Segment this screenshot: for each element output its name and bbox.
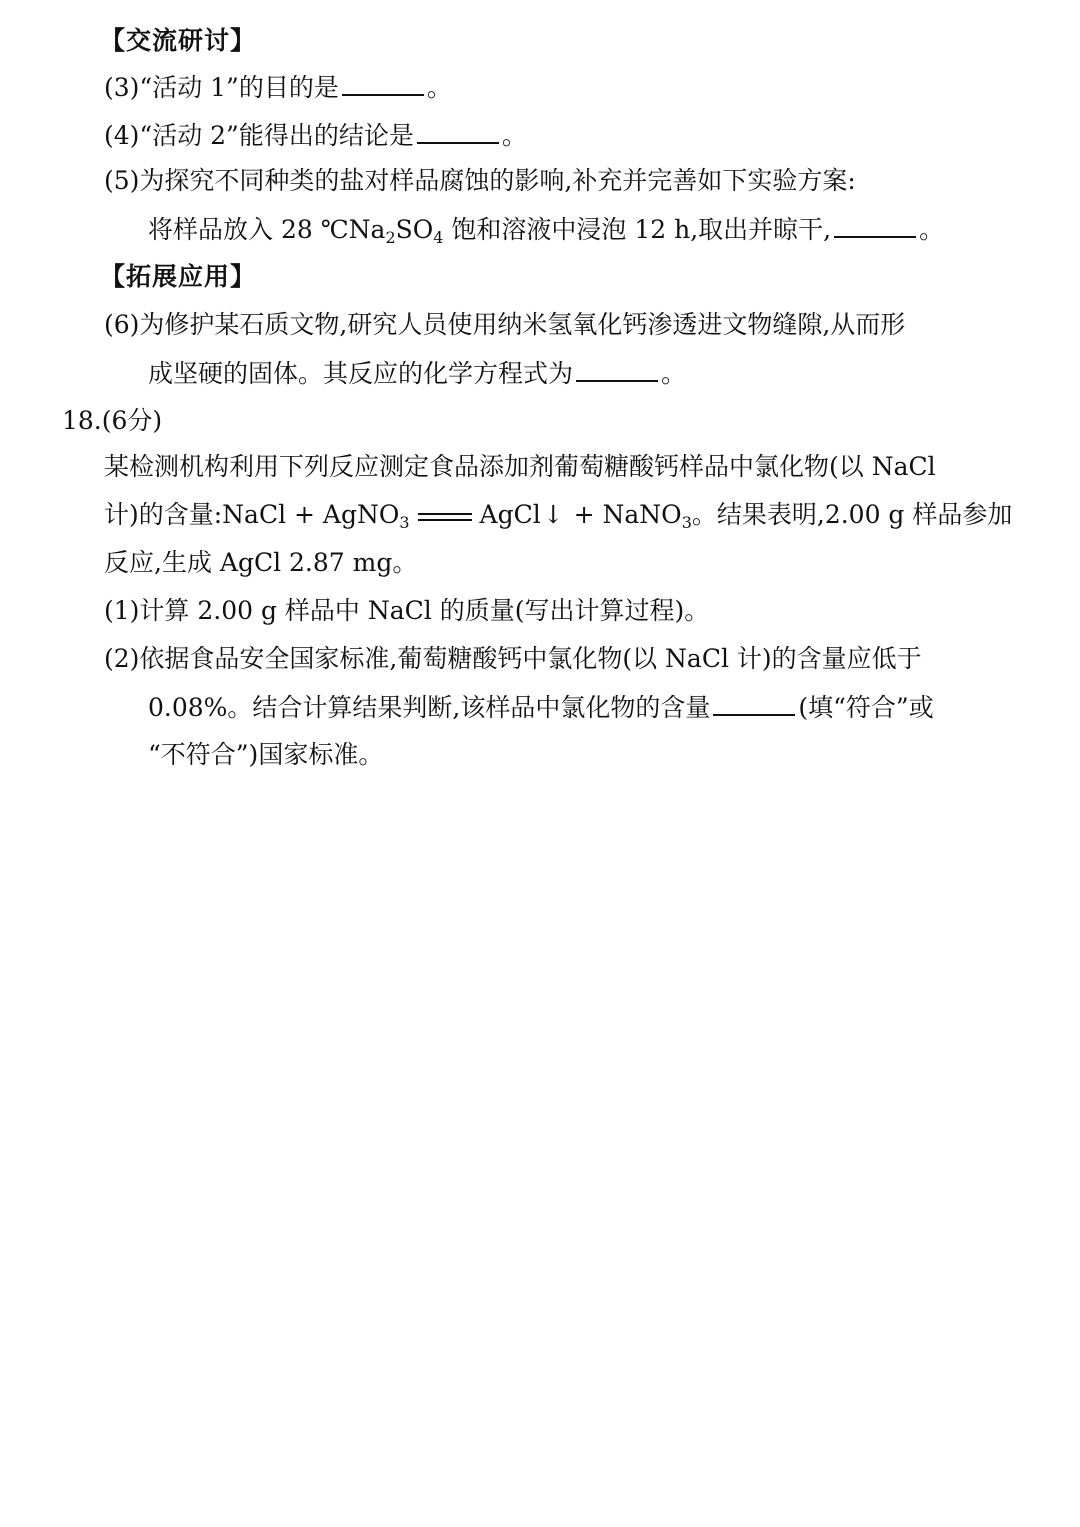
subscript-3-product: 3 — [681, 513, 692, 532]
question-5-text-so: SO — [395, 215, 434, 244]
problem-18-intro-line-2 — [104, 500, 1012, 530]
reaction-product-agcl: AgCl — [479, 500, 541, 529]
question-5-line-1: (5)为探究不同种类的盐对样品腐蚀的影响,补充并完善如下实验方案: — [104, 166, 856, 195]
problem-18-intro-line-1: 某检测机构利用下列反应测定食品添加剂葡萄糖酸钙样品中氯化物(以 NaCl — [104, 452, 936, 481]
question-6-line-2 — [148, 358, 686, 389]
question-4 — [104, 120, 527, 151]
subscript-4: 4 — [433, 228, 444, 247]
problem-18-number: 18.(6分) — [62, 406, 163, 435]
question-3 — [104, 72, 452, 103]
question-6-line-1: (6)为修护某石质文物,研究人员使用纳米氢氧化钙渗透进文物缝隙,从而形 — [104, 310, 906, 339]
problem-18-intro-line-3: 反应,生成 AgCl 2.87 mg。 — [104, 548, 418, 577]
subscript-2: 2 — [385, 228, 396, 247]
question-6-text: 成坚硬的固体。其反应的化学方程式为 — [148, 359, 574, 388]
reaction-product-nano3: + NaNO — [565, 500, 682, 529]
equation-equals-sign — [418, 513, 472, 521]
question-5-text-a: 将样品放入 28 ℃Na — [148, 215, 386, 244]
answer-blank-5[interactable] — [834, 214, 916, 238]
section-heading-exchange: 【交流研讨】 — [100, 26, 257, 55]
question-3-end: 。 — [426, 73, 452, 102]
question-5-line-2 — [148, 214, 944, 245]
problem-18-question-2-line-1: (2)依据食品安全国家标准,葡萄糖酸钙中氯化物(以 NaCl 计)的含量应低于 — [104, 644, 922, 673]
question-3-text: (3)“活动 1”的目的是 — [104, 73, 339, 102]
answer-blank-4[interactable] — [417, 120, 499, 144]
question-4-text: (4)“活动 2”能得出的结论是 — [104, 121, 414, 150]
reaction-reactants: 计)的含量:NaCl + AgNO — [104, 500, 400, 529]
section-heading-extension: 【拓展应用】 — [100, 262, 257, 291]
answer-blank-18-2[interactable] — [713, 692, 795, 716]
problem-18-intro-line-2-tail: 。结果表明,2.00 g 样品参加 — [691, 500, 1013, 529]
question-2-text-tail: (填“符合”或 — [798, 693, 934, 722]
question-6-end: 。 — [661, 359, 687, 388]
answer-blank-3[interactable] — [342, 72, 424, 96]
answer-blank-6[interactable] — [576, 358, 658, 382]
subscript-3-reactant: 3 — [399, 513, 410, 532]
precipitate-arrow-icon: ↓ — [542, 500, 564, 529]
question-4-end: 。 — [501, 121, 527, 150]
problem-18-question-2-line-2 — [148, 692, 934, 723]
problem-18-question-2-line-3: “不符合”)国家标准。 — [148, 740, 384, 769]
question-2-text: 0.08%。结合计算结果判断,该样品中氯化物的含量 — [148, 693, 711, 722]
problem-18-question-1: (1)计算 2.00 g 样品中 NaCl 的质量(写出计算过程)。 — [104, 596, 710, 625]
question-5-text-b: 饱和溶液中浸泡 12 h,取出并晾干, — [443, 215, 832, 244]
question-5-end: 。 — [919, 215, 945, 244]
